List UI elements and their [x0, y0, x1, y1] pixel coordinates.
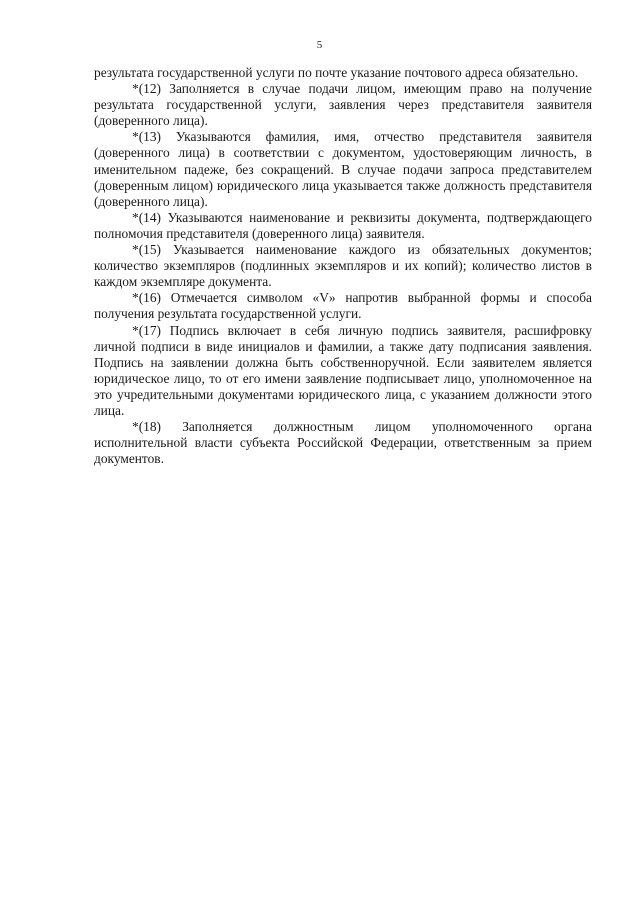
footnote-16: *(16) Отмечается символом «V» напротив выбранной формы и способа получения результата государственной услуги.: [94, 290, 592, 322]
footnote-12: *(12) Заполняется в случае подачи лицом, имеющим право на получение результата государственной услуги, заявления через представителя заявителя (доверенного лица).: [94, 81, 592, 129]
page-number: 5: [316, 39, 323, 51]
document-body: [94, 65, 592, 467]
footnote-18: *(18) Заполняется должностным лицом уполномоченного органа исполнительной власти субъекта Российской Федерации, ответственным за прием документов.: [94, 419, 592, 467]
footnote-15: *(15) Указывается наименование каждого из обязательных документов; количество экземпляров (подлинных экземпляров и их копий); количество листов в каждом экземпляре документа.: [94, 242, 592, 290]
footnote-14: *(14) Указываются наименование и реквизиты документа, подтверждающего полномочия представителя (доверенного лица) заявителя.: [94, 209, 592, 241]
footnote-13: *(13) Указываются фамилия, имя, отчество представителя заявителя (доверенного лица) в соответствии с документом, удостоверяющим личность, в именительном падеже, без сокращений. В случае подачи запроса представителем (доверенным лицом) юридического лица указывается также должность представителя (доверенного лица).: [94, 129, 592, 209]
paragraph-continuation: результата государственной услуги по почте указание почтового адреса обязательно.: [94, 65, 579, 80]
footnote-17: *(17) Подпись включает в себя личную подпись заявителя, расшифровку личной подписи в виде инициалов и фамилии, а также дату подписания заявления. Подпись на заявлении должна быть собственноручной. Если заявителем является юридическое лицо, то от его имени заявление подписывает лицо, уполномоченное на это учредительными документами юридического лица, с указанием должности этого лица.: [94, 322, 592, 418]
